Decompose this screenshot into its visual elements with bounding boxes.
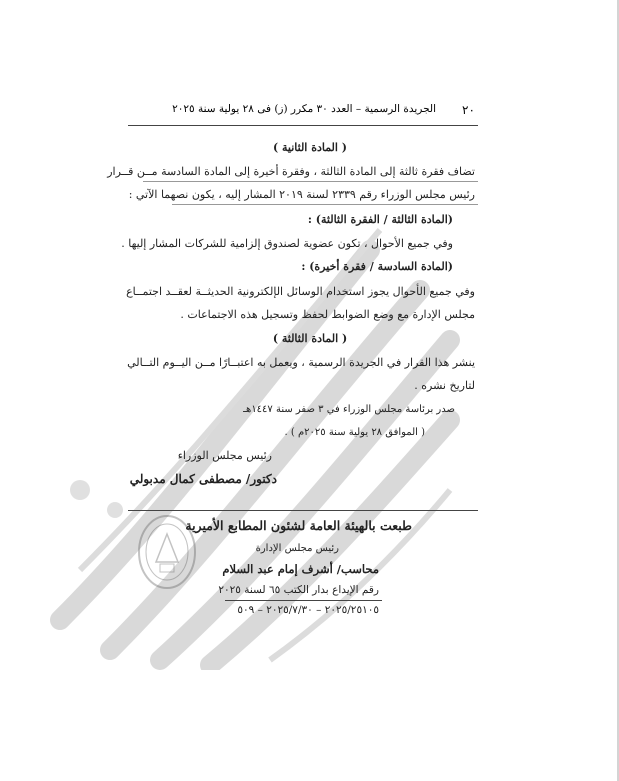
article-2-heading: ( المادة الثانية )	[272, 141, 348, 154]
signatory-name: دكتور/ مصطفى كمال مدبولي	[129, 472, 277, 486]
header-title: الجريدة الرسمية – العدد ٣٠ مكرر (ز) فى ٢٨ يولية سنة ٢٠٢٥	[172, 103, 436, 115]
article-3-line-2: لتاريخ نشره .	[414, 379, 475, 392]
printer-title: طبعت بالهيئة العامة لشئون المطابع الأميرية	[185, 518, 412, 533]
sub-text-article-3: وفي جميع الأحوال ، تكون عضوية لصندوق إلزامية للشركات المشار إليها .	[121, 237, 453, 250]
article-2-underline-2	[172, 204, 478, 205]
deposit-number: رقم الإيداع بدار الكتب ٦٥ لسنة ٢٠٢٥	[218, 584, 379, 596]
article-2-line-1: تضاف فقرة ثالثة إلى المادة الثالثة ، وفقرة أخيرة إلى المادة السادسة مــن قــرار	[107, 165, 475, 178]
issued-date-gregorian: ( الموافق ٢٨ يولية سنة ٢٠٢٥م ) .	[284, 427, 425, 438]
printer-role: رئيس مجلس الإدارة	[255, 543, 339, 554]
signatory-role: رئيس مجلس الوزراء	[177, 449, 272, 462]
article-2-line-2: رئيس مجلس الوزراء رقم ٢٣٣٩ لسنة ٢٠١٩ المشار إليه ، يكون نصهما الآتي :	[128, 188, 475, 201]
article-3-heading: ( المادة الثالثة )	[272, 332, 348, 345]
printer-name: محاسب/ أشرف إمام عبد السلام	[222, 562, 379, 576]
printer-top-rule	[128, 510, 478, 511]
header-rule	[128, 125, 478, 126]
page-number: ٢٠	[462, 103, 475, 117]
printing-code: ٢٠٢٥/٢٥١٠٥ – ٢٠٢٥/٧/٣٠ – ٥٠٩	[237, 604, 379, 616]
deposit-rule	[225, 600, 382, 601]
article-3-line-1: ينشر هذا القرار في الجريدة الرسمية ، ويعمل به اعتبــارًا مــن اليــوم التــالي	[127, 356, 475, 369]
issued-date-hijri: صدر برئاسة مجلس الوزراء في ٣ صفر سنة ١٤٤٧هـ	[243, 404, 455, 415]
sub-text-article-6-line-2: مجلس الإدارة مع وضع الضوابط لحفظ وتسجيل هذه الاجتماعات .	[180, 308, 475, 321]
sub-heading-article-6: (المادة السادسة / فقرة أخيرة) :	[301, 260, 453, 273]
article-2-underline-1	[143, 181, 478, 182]
sub-heading-article-3: (المادة الثالثة / الفقرة الثالثة) :	[307, 213, 453, 226]
page-header	[148, 103, 474, 121]
sub-text-article-6-line-1: وفي جميع الأحوال يجوز استخدام الوسائل الإلكترونية الحديثــة لعقــد اجتمــاع	[126, 285, 475, 298]
